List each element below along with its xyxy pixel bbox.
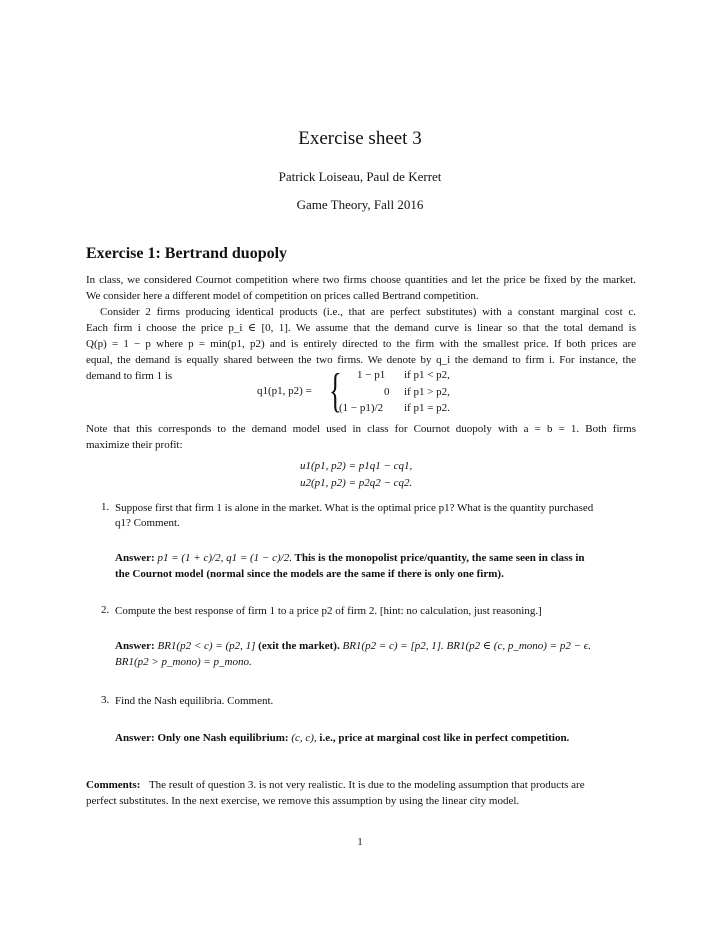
question-1-text — [115, 501, 636, 531]
text-line: Find the Nash equilibria. Comment. — [115, 695, 274, 707]
answer-math: p1 = (1 + c)/2, q1 = (1 − c)/2. — [157, 552, 292, 564]
answer-math: BR1(p2 ∈ (c, p_mono) = p2 − ϵ. — [446, 640, 591, 652]
profit-equation-1: u1(p1, p2) = p1q1 − cq1, — [300, 460, 413, 472]
case-3-condition: if p1 = p2. — [404, 402, 450, 414]
text-line: Q(p) = 1 − p where p = min(p1, p2) and is entirely directed to the firm with the smallest price. If both prices are — [86, 338, 636, 350]
answer-math: BR1(p2 < c) = (p2, 1] — [157, 640, 256, 652]
text-line: Compute the best response of firm 1 to a price p2 of firm 2. [hint: no calculation, just reasoning.] — [115, 605, 542, 617]
text-line: maximize their profit: — [86, 439, 183, 451]
text-line: We consider here a different model of competition on prices called Bertrand competition. — [86, 290, 479, 302]
profit-equation-2: u2(p1, p2) = p2q2 − cq2. — [300, 477, 413, 489]
question-3-number: 3. — [101, 694, 110, 706]
page-number: 1 — [357, 836, 363, 848]
authors: Patrick Loiseau, Paul de Kerret — [278, 169, 442, 184]
text-line: perfect substitutes. In the next exercise, we remove this assumption by using the linear city model. — [86, 795, 520, 807]
answer-1 — [115, 550, 636, 582]
answer-math: (c, c), — [291, 732, 317, 744]
case-3-value: (1 − p1)/2 — [339, 402, 384, 414]
text-line: q1? Comment. — [115, 517, 180, 529]
demand-equation-lhs: q1(p1, p2) = — [257, 385, 312, 397]
note-paragraph — [86, 421, 636, 453]
document-title: Exercise sheet 3 — [298, 128, 422, 149]
answer-label: Answer: Only one Nash equilibrium: — [115, 732, 289, 744]
section-heading: Exercise 1: Bertrand duopoly — [86, 245, 288, 262]
intro-paragraph-1 — [86, 272, 636, 304]
answer-math: BR1(p2 > p_mono) = p_mono. — [115, 656, 252, 668]
text-line: Each firm i choose the price p_i ∈ [0, 1]. We assume that the demand curve is linear so that the total demand is — [86, 322, 636, 334]
answer-3 — [115, 730, 636, 746]
question-3-text — [115, 694, 636, 709]
text-line: The result of question 3. is not very realistic. It is due to the modeling assumption that products are — [148, 779, 585, 791]
answer-text: This is the monopolist price/quantity, the same seen in class in — [294, 552, 585, 564]
question-2-number: 2. — [101, 604, 110, 616]
text-line: Consider 2 firms producing identical products (i.e., that are perfect substitutes) with a constant marginal cost c. — [100, 306, 636, 318]
course-line: Game Theory, Fall 2016 — [296, 197, 424, 212]
question-1-number: 1. — [101, 501, 110, 513]
text-line: demand to firm 1 is — [86, 370, 173, 382]
case-2-value: 0 — [384, 386, 390, 398]
case-1-value: 1 − p1 — [357, 369, 386, 381]
question-2-text — [115, 604, 636, 619]
text-line: equal, the demand is equally shared between the two firms. We denote by q_i the demand to firm i. For instance, the — [86, 354, 636, 366]
answer-text: the Cournot model (normal since the models are the same if there is only one firm). — [115, 568, 504, 580]
case-1-condition: if p1 < p2, — [404, 369, 450, 381]
text-line: In class, we considered Cournot competition where two firms choose quantities and let the price be fixed by the market. — [86, 274, 636, 286]
answer-text: (exit the market). — [258, 640, 340, 652]
comments-label: Comments: — [86, 779, 141, 791]
left-brace: { — [329, 364, 342, 417]
answer-math: BR1(p2 = c) = [p2, 1]. — [342, 640, 444, 652]
text-line: Suppose first that firm 1 is alone in the market. What is the optimal price p1? What is the quantity purchased — [115, 502, 594, 514]
answer-text: i.e., price at marginal cost like in perfect competition. — [319, 732, 570, 744]
answer-label: Answer: — [115, 640, 155, 652]
text-line: Note that this corresponds to the demand model used in class for Cournot duopoly with a = b = 1. Both firms — [86, 423, 636, 435]
case-2-condition: if p1 > p2, — [404, 386, 450, 398]
comments-paragraph — [86, 777, 636, 809]
answer-label: Answer: — [115, 552, 155, 564]
answer-2 — [115, 638, 636, 670]
